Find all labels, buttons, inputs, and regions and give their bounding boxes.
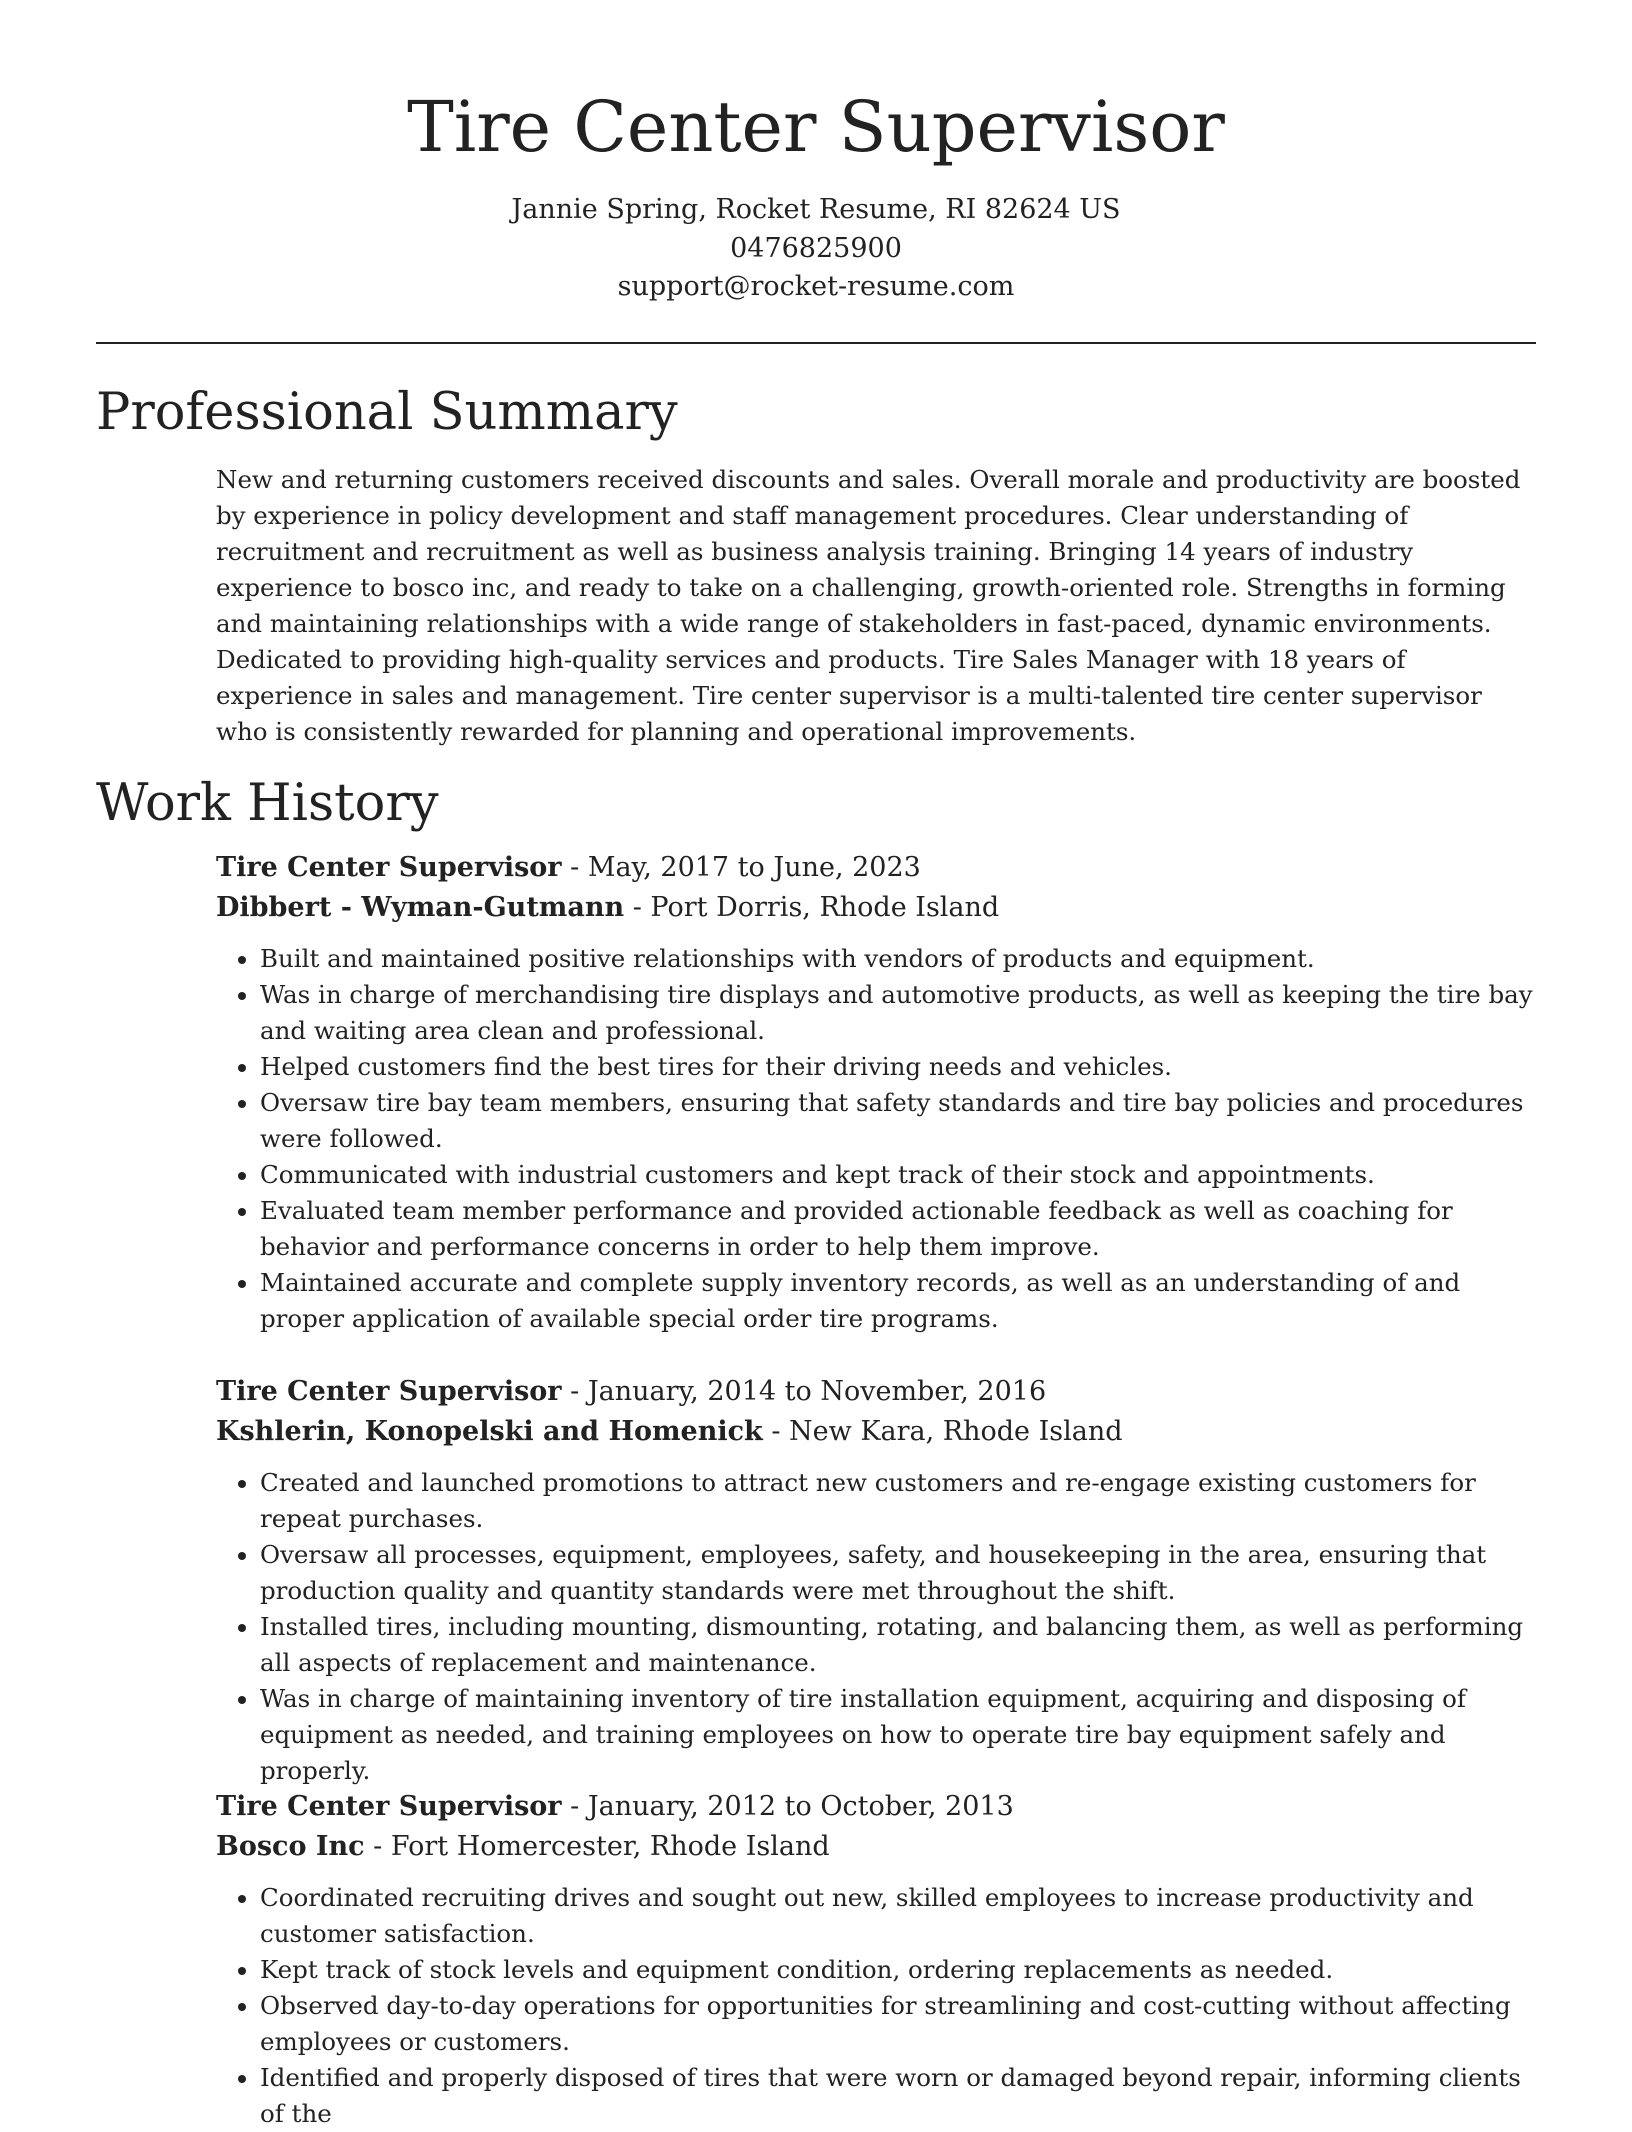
job-location: Port Dorris, Rhode Island: [650, 892, 1000, 923]
job-bullet: • Coordinated recruiting drives and sought out new, skilled employees to increase productivity and customer satisfaction.: [260, 1880, 1546, 1952]
job-bullet-list: [216, 1880, 1546, 2132]
job-bullet: • Helped customers find the best tires for their driving needs and vehicles.: [260, 1049, 1546, 1085]
job-company: Dibbert - Wyman-Gutmann: [216, 892, 625, 923]
job-bullet: • Evaluated team member performance and provided actionable feedback as well as coaching for behavior and performance concerns in order to help them improve.: [260, 1193, 1546, 1265]
job-bullet-list: [216, 941, 1546, 1337]
job-title-line: Tire Center Supervisor - January, 2014 to November, 2016: [216, 1376, 1047, 1407]
job-location: Fort Homercester, Rhode Island: [390, 1831, 830, 1862]
job-bullet: • Identified and properly disposed of tires that were worn or damaged beyond repair, informing clients of the: [260, 2060, 1546, 2132]
job-entry: [216, 1787, 1546, 2132]
job-bullet: • Created and launched promotions to attract new customers and re-engage existing customers for repeat purchases.: [260, 1465, 1546, 1537]
job-title-line: Tire Center Supervisor - January, 2012 to October, 2013: [216, 1791, 1014, 1822]
job-bullet: • Kept track of stock levels and equipment condition, ordering replacements as needed.: [260, 1952, 1546, 1988]
job-dates: May, 2017 to June, 2023: [587, 852, 921, 883]
job-bullet: • Maintained accurate and complete supply inventory records, as well as an understanding of and proper application of available special order tire programs.: [260, 1265, 1546, 1337]
job-bullet: • Observed day-to-day operations for opportunities for streamlining and cost-cutting without affecting employees or customers.: [260, 1988, 1546, 2060]
resume-title: Tire Center Supervisor: [407, 86, 1225, 168]
job-company-line: Bosco Inc - Fort Homercester, Rhode Island: [216, 1831, 830, 1862]
job-entry: [216, 1372, 1546, 1789]
job-location: New Kara, Rhode Island: [789, 1416, 1123, 1447]
job-dates: January, 2012 to October, 2013: [587, 1791, 1014, 1822]
job-company-line: Dibbert - Wyman-Gutmann - Port Dorris, Rhode Island: [216, 892, 1000, 923]
summary-heading: Professional Summary: [96, 383, 678, 442]
job-dates: January, 2014 to November, 2016: [587, 1376, 1047, 1407]
job-bullet: • Installed tires, including mounting, dismounting, rotating, and balancing them, as well as performing all aspects of replacement and maintenance.: [260, 1609, 1546, 1681]
job-entry: [216, 848, 1546, 1337]
header-divider: [96, 342, 1536, 344]
job-bullet: • Oversaw tire bay team members, ensuring that safety standards and tire bay policies and procedures were followed.: [260, 1085, 1546, 1157]
job-bullet: • Built and maintained positive relationships with vendors of products and equipment.: [260, 941, 1546, 977]
job-bullet: • Oversaw all processes, equipment, employees, safety, and housekeeping in the area, ensuring that production quality and quantity standards were met throughout the shift.: [260, 1537, 1546, 1609]
job-title: Tire Center Supervisor: [216, 852, 562, 883]
job-bullet: • Was in charge of merchandising tire displays and automotive products, as well as keeping the tire bay and waiting area clean and professional.: [260, 977, 1546, 1049]
contact-address: Jannie Spring, Rocket Resume, RI 82624 US: [511, 194, 1121, 225]
contact-email: support@rocket-resume.com: [617, 271, 1015, 302]
job-company: Bosco Inc: [216, 1831, 365, 1862]
job-title-line: Tire Center Supervisor - May, 2017 to June, 2023: [216, 852, 921, 883]
contact-phone: 0476825900: [730, 233, 902, 264]
job-title: Tire Center Supervisor: [216, 1791, 562, 1822]
job-bullet: • Was in charge of maintaining inventory of tire installation equipment, acquiring and disposing of equipment as needed, and training employees on how to operate tire bay equipment safely and properly.: [260, 1681, 1546, 1789]
work-history-heading: Work History: [96, 774, 439, 833]
job-bullet-list: [216, 1465, 1546, 1789]
job-company: Kshlerin, Konopelski and Homenick: [216, 1416, 763, 1447]
job-bullet: • Communicated with industrial customers and kept track of their stock and appointments.: [260, 1157, 1546, 1193]
job-company-line: Kshlerin, Konopelski and Homenick - New Kara, Rhode Island: [216, 1416, 1123, 1447]
job-title: Tire Center Supervisor: [216, 1376, 562, 1407]
summary-text: New and returning customers received discounts and sales. Overall morale and productivity are boosted by experience in policy development and staff management procedures. Clear understanding of recruitment and recruitment as well as business analysis training. Bringing 14 years of industry experience to bosco inc, and ready to take on a challenging, growth-oriented role. Strengths in forming and maintaining relationships with a wide range of stakeholders in fast-paced, dynamic environments. Dedicated to providing high-quality services and products. Tire Sales Manager with 18 years of experience in sales and management. Tire center supervisor is a multi-talented tire center supervisor who is consistently rewarded for planning and operational improvements.: [216, 465, 1521, 746]
